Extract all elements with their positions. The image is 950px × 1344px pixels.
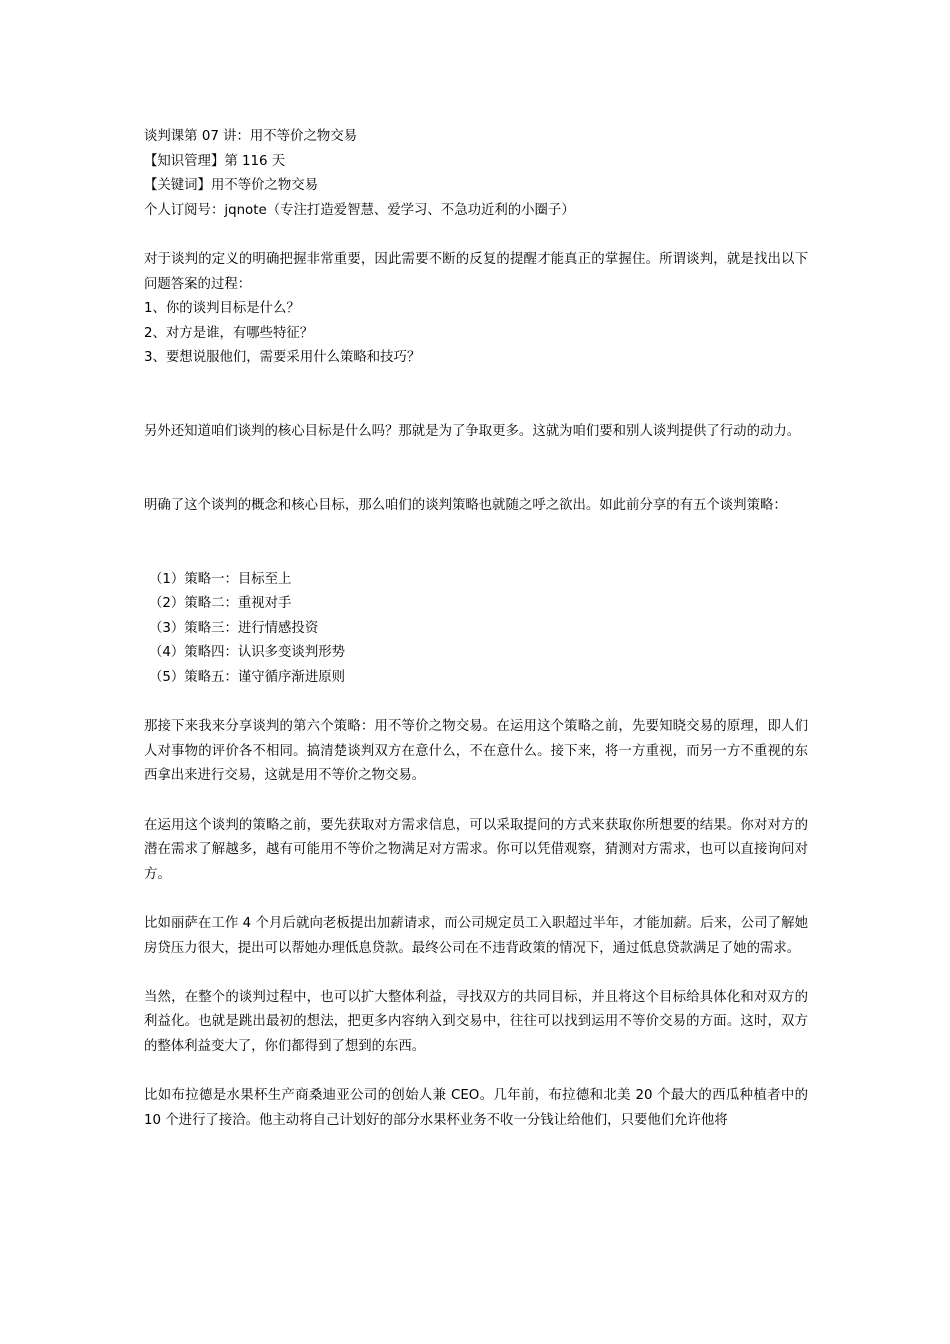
document-page <box>144 125 808 1133</box>
strategy-item: （1）策略一：目标至上 <box>149 571 292 587</box>
body-paragraph: 当然，在整个的谈判过程中，也可以扩大整体利益，寻找双方的共同目标，并且将这个目标给具体化和对双方的利益化。也就是跳出最初的想法，把更多内容纳入到交易中，往往可以找到运用不等价交易的方面。这时，双方的整体利益变大了，你们都得到了想到的东西。 <box>144 989 808 1054</box>
strategy-item: （5）策略五：谨守循序渐进原则 <box>149 670 345 686</box>
keywords-line: 【关键词】用不等价之物交易 <box>144 178 319 194</box>
spacer <box>144 223 808 248</box>
body-paragraph: 在运用这个谈判的策略之前，要先获取对方需求信息，可以采取提问的方式来获取你所想要的结果。你对对方的潜在需求了解越多，越有可能用不等价之物满足对方需求。你可以凭借观察，猜测对方需求，也可以直接询问对方。 <box>144 817 808 882</box>
spacer <box>144 371 808 420</box>
body-paragraph: 比如丽萨在工作 4 个月后就向老板提出加薪请求，而公司规定员工入职超过半年，才能加薪。后来，公司了解她房贷压力很大，提出可以帮她办理低息贷款。最终公司在不违背政策的情况下，通过低息贷款满足了她的需求。 <box>144 916 808 956</box>
question-item: 1、你的谈判目标是什么？ <box>144 301 300 317</box>
spacer <box>144 445 808 494</box>
spacer <box>144 1060 808 1085</box>
question-item: 3、要想说服他们，需要采用什么策略和技巧？ <box>144 350 421 366</box>
spacer <box>144 887 808 912</box>
document-title: 谈判课第 07 讲：用不等价之物交易 <box>144 129 358 144</box>
knowledge-management-line: 【知识管理】第 116 天 <box>144 153 286 169</box>
question-item: 2、对方是谁，有哪些特征？ <box>144 325 314 341</box>
subscription-line: 个人订阅号：jqnote（专注打造爱智慧、爱学习、不急功近利的小圈子） <box>144 202 575 218</box>
spacer <box>144 789 808 814</box>
strategy-item: （4）策略四：认识多变谈判形势 <box>149 645 345 661</box>
core-goal-paragraph: 另外还知道咱们谈判的核心目标是什么吗？那就是为了争取更多。这就为咱们要和别人谈判提供了行动的动力。 <box>144 424 801 440</box>
body-paragraph: 那接下来我来分享谈判的第六个策略：用不等价之物交易。在运用这个策略之前，先要知晓交易的原理，即人们人对事物的评价各不相同。搞清楚谈判双方在意什么，不在意什么。接下来，将一方重视，而另一方不重视的东西拿出来进行交易，这就是用不等价之物交易。 <box>144 719 808 784</box>
strategy-list <box>144 568 808 691</box>
spacer <box>144 519 808 568</box>
spacer <box>144 961 808 986</box>
spacer <box>144 691 808 716</box>
strategy-item: （3）策略三：进行情感投资 <box>149 620 319 636</box>
intro-paragraph: 对于谈判的定义的明确把握非常重要，因此需要不断的反复的提醒才能真正的掌握住。所谓谈判，就是找出以下问题答案的过程： <box>144 251 808 292</box>
strategy-item: （2）策略二：重视对手 <box>149 596 292 612</box>
body-paragraph: 比如布拉德是水果杯生产商桑迪亚公司的创始人兼 CEO。几年前，布拉德和北美 20 个最大的西瓜种植者中的 10 个进行了接洽。他主动将自己计划好的部分水果杯业务不收一分钱让给他们，只要他们允许他将 <box>144 1088 808 1128</box>
strategy-intro-paragraph: 明确了这个谈判的概念和核心目标，那么咱们的谈判策略也就随之呼之欲出。如此前分享的有五个谈判策略： <box>144 497 787 513</box>
